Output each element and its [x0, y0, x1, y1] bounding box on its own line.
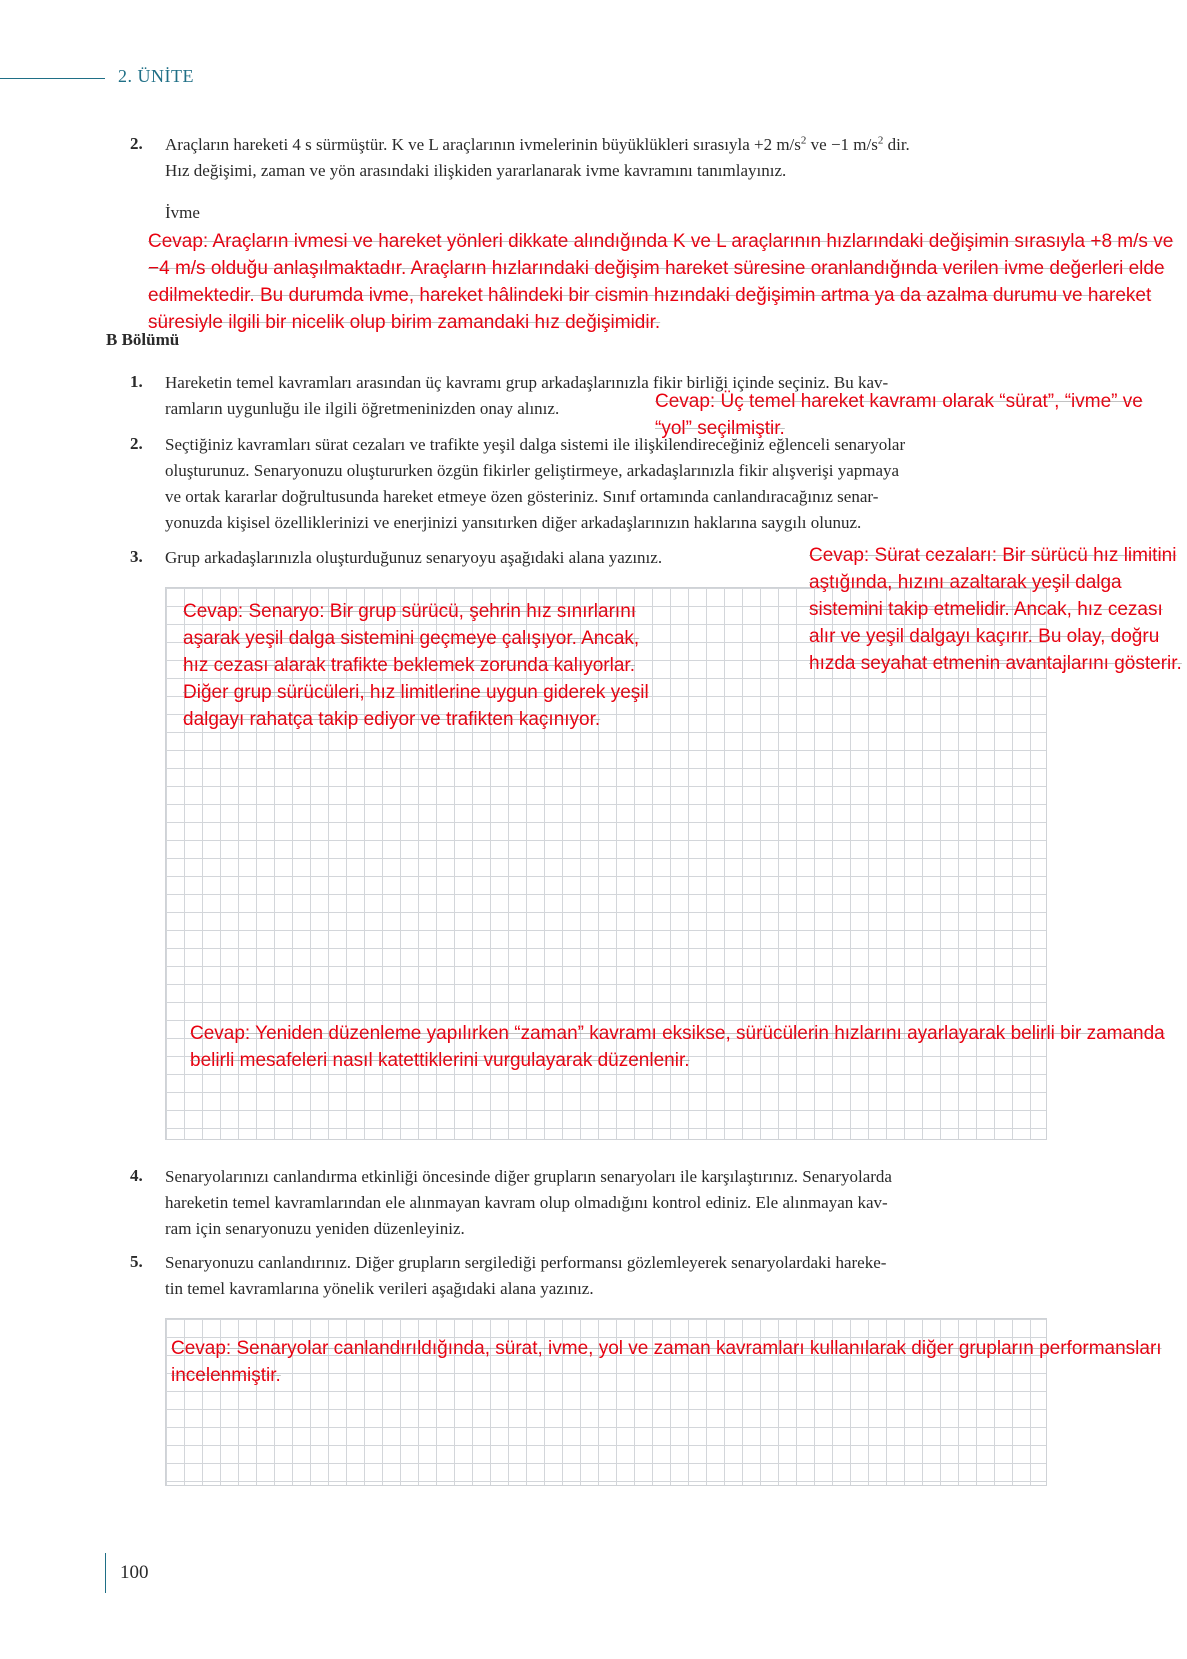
- answer-text: Cevap: Araçların ivmesi ve hareket yönleri dikkate alındığında K ve L araçlarının hızlarındaki değişimin sırasıyla +8 m/s ve −4 m/s olduğu anlaşılmaktadır. Araçların hızlarındaki değişim hareket süresine oranlandığında verilen ivme değerleri elde edilmektedir. Bu durumda ivme, hareket hâlindeki bir cismin hızındaki değişimin artma ya da azalma durumu ve hareket süresiyle ilgili bir nicelik olup birim zamandaki hız değişimidir.: [148, 231, 1174, 333]
- question-text: [165, 432, 1065, 536]
- question-text: [165, 1250, 1065, 1302]
- question-line: Araçların hareketi 4 s sürmüştür. K ve L araçlarının ivmelerinin büyüklükleri sırasıyla +2 m/s: [165, 135, 801, 154]
- question-line: Seçtiğiniz kavramları sürat cezaları ve trafikte yeşil dalga sistemi ile ilişkilendireceğiniz eğlenceli senaryolar: [165, 435, 906, 454]
- answer-text: Cevap: Senaryo: Bir grup sürücü, şehrin hız sınırlarını aşarak yeşil dalga sistemini geçmeye çalışıyor. Ancak, hız cezası alarak trafikte beklemek zorunda kalıyorlar. Diğer grup sürücüleri, hız limitlerine uygun giderek yeşil dalgayı rahatça takip ediyor ve trafikten kaçınıyor.: [183, 601, 649, 730]
- page-number: 100: [120, 1562, 149, 1583]
- question-line: Hız değişimi, zaman ve yön arasındaki ilişkiden yararlanarak ivme kavramını tanımlayınız.: [165, 161, 787, 180]
- unit-header-rule: [0, 78, 105, 79]
- question-line: ramların uygunluğu ile ilgili öğretmeninizden onay alınız.: [165, 399, 560, 418]
- unit-title: 2. ÜNİTE: [118, 66, 194, 86]
- question-number: 1.: [130, 372, 143, 391]
- question-line: Senaryonuzu canlandırınız. Diğer grupların sergilediği performansı gözlemleyerek senaryolardaki hareke-: [165, 1253, 887, 1272]
- question-line: Hareketin temel kavramları arasından üç kavramı grup arkadaşlarınızla fikir birliği içinde seçiniz. Bu kav-: [165, 373, 889, 392]
- question-text: [165, 132, 1065, 184]
- question-number: 2.: [130, 434, 143, 453]
- question-line: dir.: [883, 135, 910, 154]
- answer-text: Cevap: Yeniden düzenleme yapılırken “zaman” kavramı eksikse, sürücülerin hızlarını ayarlayarak belirli bir zamanda belirli mesafeleri nasıl katettiklerini vurgulayarak düzenlenir.: [190, 1023, 1165, 1071]
- section-title: B Bölümü: [106, 330, 180, 349]
- answer-text: Cevap: Üç temel hareket kavramı olarak “sürat”, “ivme” ve “yol” seçilmiştir.: [655, 391, 1143, 439]
- question-line: tin temel kavramlarına yönelik verileri aşağıdaki alana yazınız.: [165, 1279, 594, 1298]
- question-text: Grup arkadaşlarınızla oluşturduğunuz senaryoyu aşağıdaki alana yazınız.: [165, 548, 663, 567]
- question-line: hareketin temel kavramlarından ele alınmayan kavram olup olmadığını kontrol ediniz. Ele alınmayan kav-: [165, 1193, 888, 1212]
- question-line: oluşturunuz. Senaryonuzu oluştururken özgün fikirler geliştirmeye, arkadaşlarınızla fikir alışverişi yapmaya: [165, 461, 900, 480]
- question-line: ve ortak kararlar doğrultusunda hareket etmeye özen gösteriniz. Sınıf ortamında canlandıracağınız senar-: [165, 487, 879, 506]
- question-text: [165, 1164, 1065, 1242]
- question-number: 2.: [130, 134, 143, 153]
- question-number: 4.: [130, 1166, 143, 1185]
- question-line: ram için senaryonuzu yeniden düzenleyiniz.: [165, 1219, 465, 1238]
- answer-text: Cevap: Sürat cezaları: Bir sürücü hız limitini aştığında, hızını azaltarak yeşil dalga sistemini takip etmelidir. Ancak, hız cezası alır ve yeşil dalgayı kaçırır. Bu olay, doğru hızda seyahat etmenin avantajlarını gösterir.: [809, 545, 1182, 674]
- page-number-rule: [105, 1553, 106, 1593]
- question-line: ve −1 m/s: [806, 135, 878, 154]
- question-line: yonuzda kişisel özelliklerinizi ve enerjinizi yansıtırken diğer arkadaşlarınızın haklarına saygılı olunuz.: [165, 513, 862, 532]
- answer-text: Cevap: Senaryolar canlandırıldığında, sürat, ivme, yol ve zaman kavramları kullanılarak diğer grupların performansları incelenmiştir.: [171, 1338, 1162, 1386]
- superscript: 2: [877, 134, 884, 147]
- question-number: 5.: [130, 1252, 143, 1271]
- question-number: 3.: [130, 547, 143, 566]
- question-line: Senaryolarınızı canlandırma etkinliği öncesinde diğer grupların senaryoları ile karşılaştırınız. Senaryolarda: [165, 1167, 892, 1186]
- answer-label: İvme: [165, 203, 200, 222]
- superscript: 2: [800, 134, 807, 147]
